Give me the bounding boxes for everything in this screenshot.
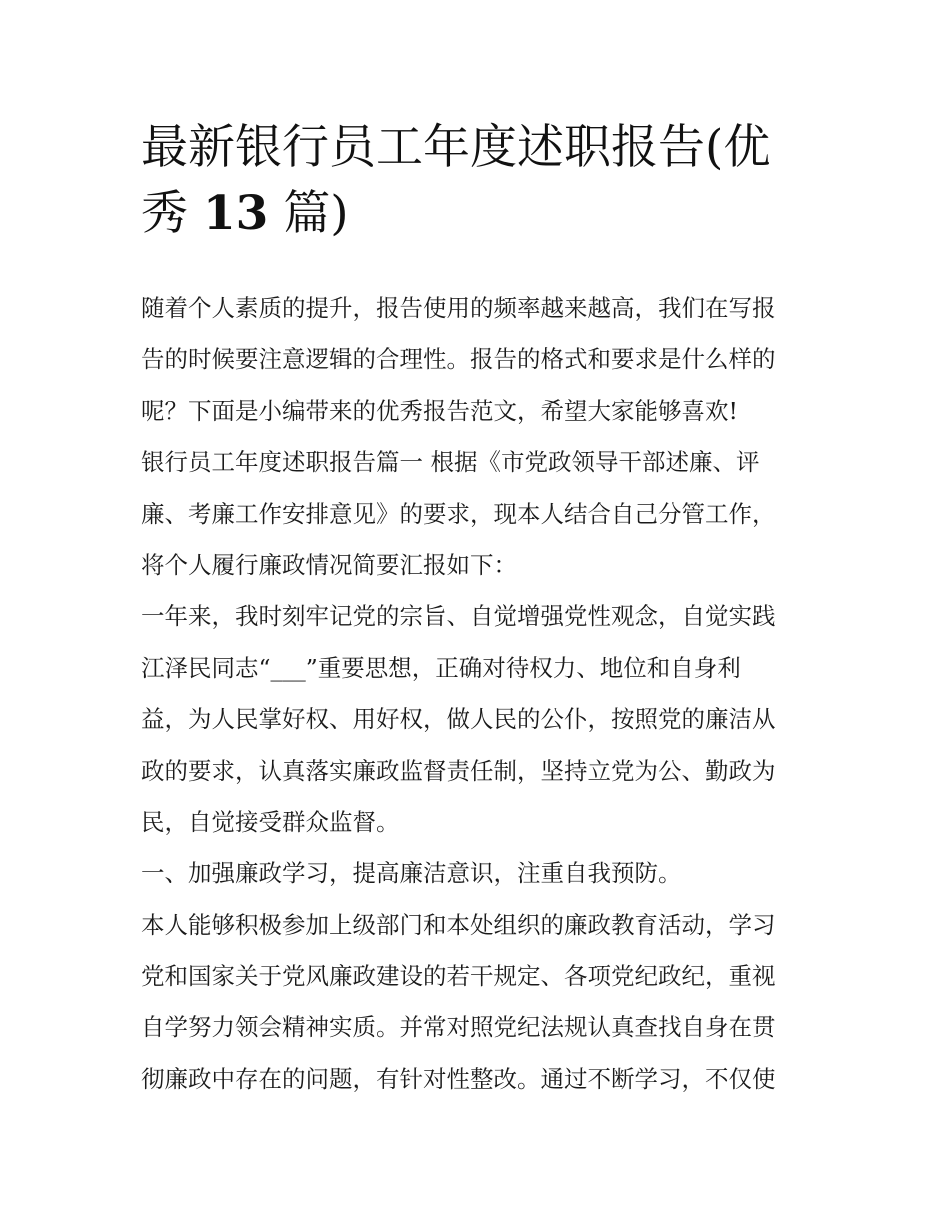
body-line: 随着个人素质的提升，报告使用的频率越来越高，我们在写报 bbox=[141, 294, 776, 322]
document-body bbox=[141, 283, 821, 1105]
body-line: 民，自觉接受群众监督。 bbox=[141, 807, 400, 836]
body-line: 银行员工年度述职报告篇一 根据《市党政领导干部述廉、评 bbox=[141, 448, 760, 477]
body-line: 党和国家关于党风廉政建设的若干规定、各项党纪政纪，重视 bbox=[141, 962, 776, 991]
title-line-2-part-a: 秀 bbox=[141, 186, 188, 241]
title-line-1: 最新银行员工年度述职报告(优 bbox=[141, 120, 771, 175]
body-line: 政的要求，认真落实廉政监督责任制，坚持立党为公、勤政为 bbox=[141, 756, 776, 785]
title-line-2-number: 13 bbox=[202, 186, 269, 241]
document-title bbox=[141, 115, 821, 247]
body-line: 江泽民同志“___”重要思想，正确对待权力、地位和自身利 bbox=[141, 653, 741, 682]
body-line: 本人能够积极参加上级部门和本处组织的廉政教育活动，学习 bbox=[141, 910, 776, 939]
body-line: 益，为人民掌好权、用好权，做人民的公仆，按照党的廉洁从 bbox=[141, 705, 776, 734]
body-line: 廉、考廉工作安排意见》的要求，现本人结合自己分管工作， bbox=[141, 499, 776, 528]
title-line-2-part-c: 篇) bbox=[283, 186, 349, 241]
body-line: 呢？下面是小编带来的优秀报告范文，希望大家能够喜欢! bbox=[141, 396, 738, 425]
body-line: 一年来，我时刻牢记党的宗旨、自觉增强党性观念，自觉实践 bbox=[141, 602, 776, 631]
body-line: 自学努力领会精神实质。并常对照党纪法规认真查找自身在贯 bbox=[141, 1013, 776, 1042]
body-line: 彻廉政中存在的问题，有针对性整改。通过不断学习，不仅使 bbox=[141, 1064, 776, 1093]
section-heading: 一、加强廉政学习，提高廉洁意识，注重自我预防。 bbox=[141, 859, 682, 888]
body-line: 将个人履行廉政情况简要汇报如下： bbox=[141, 550, 517, 579]
body-line: 告的时候要注意逻辑的合理性。报告的格式和要求是什么样的 bbox=[141, 345, 776, 374]
